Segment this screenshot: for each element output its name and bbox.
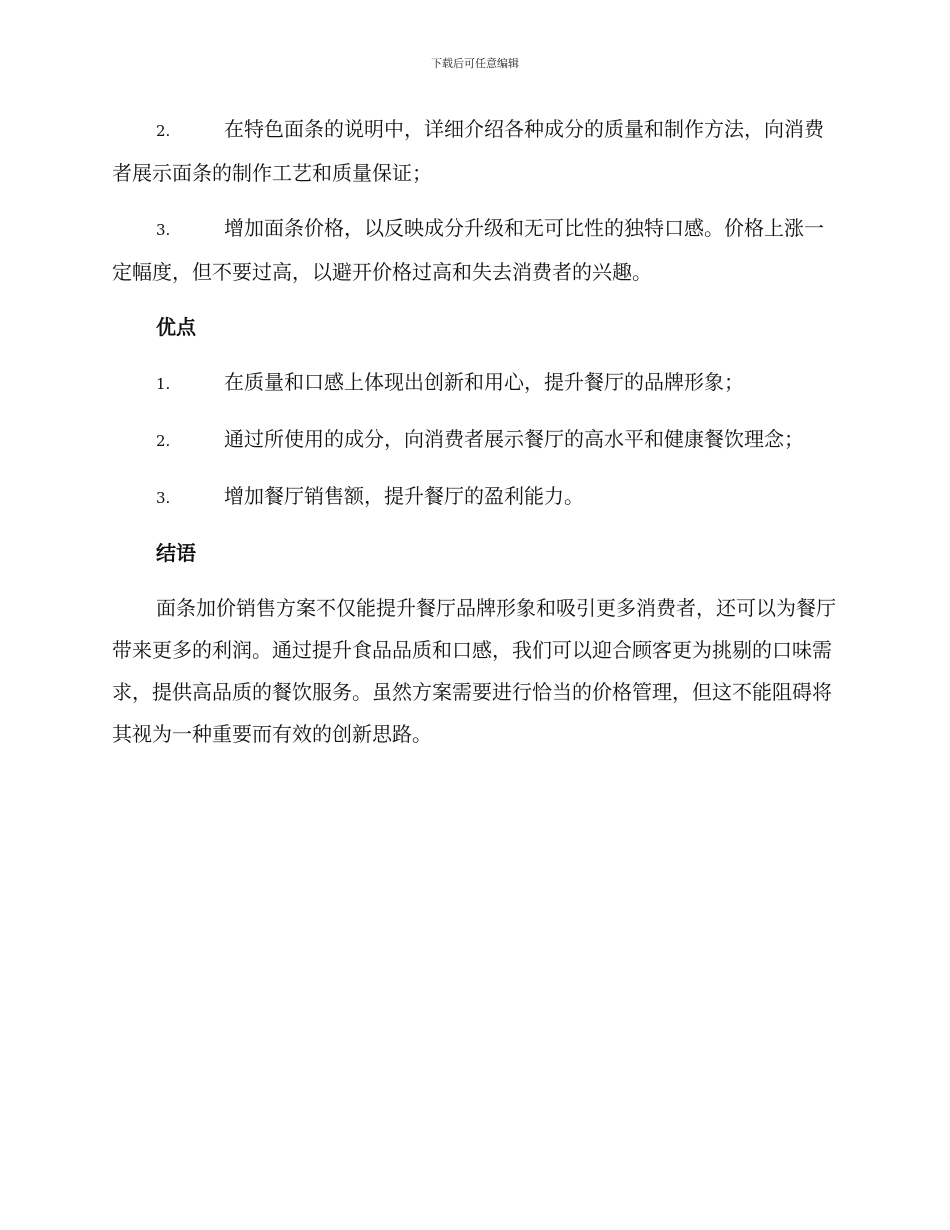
document-body [112,108,838,755]
list-item [112,207,838,293]
list-number: 1. [156,375,171,393]
list-text: 通过所使用的成分，向消费者展示餐厅的高水平和健康餐饮理念； [224,427,804,451]
section-heading-conclusion: 结语 [156,541,196,565]
list-text: 在质量和口感上体现出创新和用心，提升餐厅的品牌形象； [224,370,744,394]
list-number: 2. [156,432,171,450]
list-text: 在特色面条的说明中，详细介绍各种成分的质量和制作方法，向消费者展示面条的制作工艺和质量保证； [112,117,824,185]
conclusion-paragraph: 面条加价销售方案不仅能提升餐厅品牌形象和吸引更多消费者，还可以为餐厅带来更多的利润。通过提升食品品质和口感，我们可以迎合顾客更为挑剔的口味需求，提供高品质的餐饮服务。虽然方案需要进行恰当的价格管理，但这不能阻碍将其视为一种重要而有效的创新思路。 [112,596,836,746]
list-text: 增加面条价格，以反映成分升级和无可比性的独特口感。价格上涨一定幅度，但不要过高，以避开价格过高和失去消费者的兴趣。 [112,216,824,284]
list-item [112,108,838,194]
list-item [112,361,838,405]
page-header: 下载后可任意编辑 [431,57,519,70]
list-item [112,418,838,462]
list-item [112,475,838,519]
list-text: 增加餐厅销售额，提升餐厅的盈利能力。 [224,484,584,508]
list-number: 2. [156,122,171,140]
list-number: 3. [156,489,171,507]
section-heading-advantages: 优点 [156,315,196,339]
list-number: 3. [156,221,171,239]
